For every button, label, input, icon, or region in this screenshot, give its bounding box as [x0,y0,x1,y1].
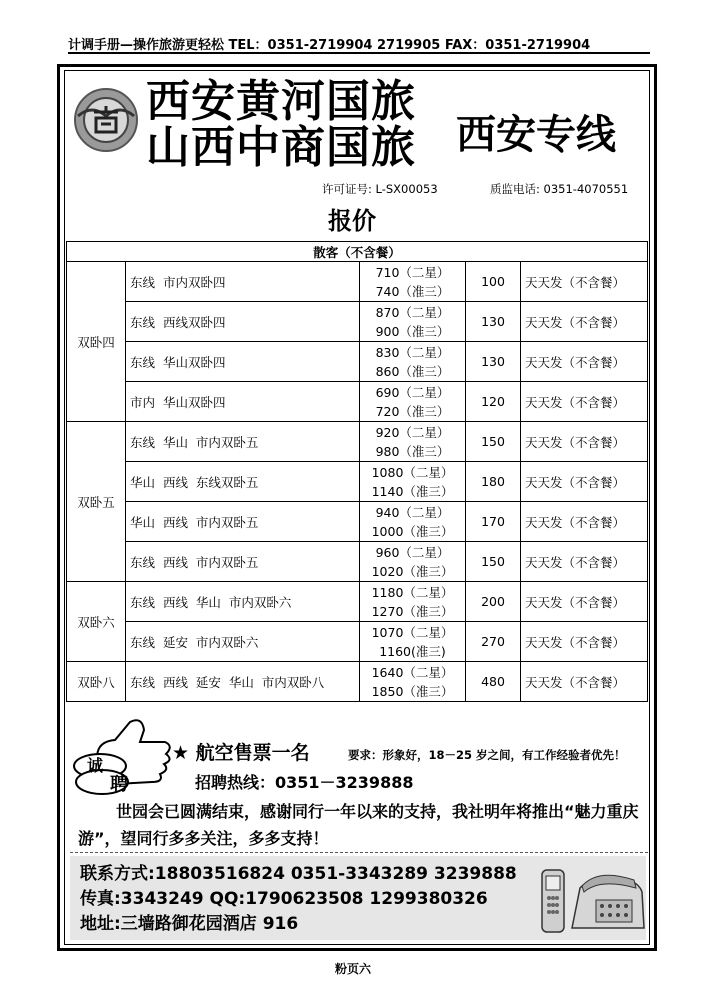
table-header: 散客（不含餐） [67,242,648,262]
price-cell [360,582,466,622]
table-row [67,462,648,502]
price-two-star: 710（二星） [375,264,450,280]
recruit-hotline: 招聘热线：0351－3239888 [195,773,414,792]
price-two-star: 1640（二星） [371,664,454,680]
supplement-cell: 100 [466,262,521,302]
special-line-title: 西安专线 [456,111,616,158]
price-semi-three-star: 1850（准三） [371,683,454,699]
page-label: 粉页六 [335,962,372,976]
route-cell: 东线 华山 市内双卧五 [126,422,360,462]
route-cell: 东线 市内双卧四 [126,262,360,302]
contact-divider [70,852,648,853]
quality-phone: 质监电话: 0351-4070551 [490,182,629,196]
table-row [67,302,648,342]
contact-address: 地址:三墙路御花园酒店 916 [80,914,299,934]
price-two-star: 920（二星） [375,424,450,440]
contact-phones: 联系方式:18803516824 0351-3343289 3239888 [80,864,517,884]
group-name-cell: 双卧五 [67,422,126,582]
price-two-star: 1070（二星） [371,624,454,640]
departure-cell: 天天发（不含餐） [521,502,648,542]
price-cell [360,342,466,382]
price-cell [360,262,466,302]
supplement-cell: 120 [466,382,521,422]
price-two-star: 870（二星） [375,304,450,320]
supplement-cell: 130 [466,342,521,382]
supplement-cell: 480 [466,662,521,702]
price-semi-three-star: 900（准三） [375,323,450,339]
departure-cell: 天天发（不含餐） [521,662,648,702]
table-row [67,622,648,662]
price-cell [360,662,466,702]
header-divider [68,52,650,54]
price-two-star: 1180（二星） [371,584,454,600]
route-cell: 东线 西线 华山 市内双卧六 [126,582,360,622]
group-name-cell: 双卧八 [67,662,126,702]
table-row [67,422,648,462]
airline-ticket-job: ★ 航空售票一名 [172,742,310,764]
company-logo-icon [72,86,140,154]
supplement-cell: 170 [466,502,521,542]
departure-cell: 天天发（不含餐） [521,542,648,582]
supplement-cell: 150 [466,422,521,462]
price-two-star: 830（二星） [375,344,450,360]
price-cell [360,542,466,582]
price-two-star: 690（二星） [375,384,450,400]
brand-name-1: 西安黄河国旅 [146,76,416,127]
contact-fax-qq: 传真:3343249 QQ:1790623508 1299380326 [80,889,488,909]
price-two-star: 1080（二星） [371,464,454,480]
group-name-cell: 双卧四 [67,262,126,422]
header-slogan: 计调手册—操作旅游更轻松 TEL：0351-2719904 2719905 FAX：0351-2719904 [68,38,591,53]
recruit-badge-icon [70,712,180,800]
departure-cell: 天天发（不含餐） [521,342,648,382]
brand-name-2: 山西中商国旅 [146,122,416,173]
table-row [67,582,648,622]
price-two-star: 960（二星） [375,544,450,560]
price-cell [360,302,466,342]
price-cell [360,502,466,542]
price-semi-three-star: 860（准三） [375,363,450,379]
route-cell: 东线 延安 市内双卧六 [126,622,360,662]
table-row [67,502,648,542]
license-number: 许可证号: L-SX00053 [322,182,438,196]
supplement-cell: 180 [466,462,521,502]
route-cell: 东线 华山双卧四 [126,342,360,382]
price-semi-three-star: 1270（准三） [371,603,454,619]
route-cell: 东线 西线 延安 华山 市内双卧八 [126,662,360,702]
price-semi-three-star: 740（准三） [375,283,450,299]
route-cell: 华山 西线 东线双卧五 [126,462,360,502]
table-row [67,382,648,422]
price-semi-three-star: 1020（准三） [371,563,454,579]
price-cell [360,382,466,422]
supplement-cell: 200 [466,582,521,622]
supplement-cell: 150 [466,542,521,582]
announcement-message: 世园会已圆满结束，感谢同行一年以来的支持，我社明年将推出“魅力重庆游”，望同行多多关注，多多支持！ [78,802,639,848]
price-semi-three-star: 1140（准三） [371,483,454,499]
departure-cell: 天天发（不含餐） [521,382,648,422]
route-cell: 东线 西线 市内双卧五 [126,542,360,582]
table-row [67,542,648,582]
table-row [67,662,648,702]
table-row [67,342,648,382]
departure-cell: 天天发（不含餐） [521,302,648,342]
departure-cell: 天天发（不含餐） [521,262,648,302]
supplement-cell: 130 [466,302,521,342]
departure-cell: 天天发（不含餐） [521,462,648,502]
route-cell: 东线 西线双卧四 [126,302,360,342]
telephone-icon [538,858,648,940]
table-row [67,262,648,302]
route-cell: 市内 华山双卧四 [126,382,360,422]
job-requirement: 要求：形象好，18－25 岁之间，有工作经验者优先！ [348,748,626,762]
price-semi-three-star: 1000（准三） [371,523,454,539]
price-cell [360,622,466,662]
badge-char-1: 诚 [87,756,104,775]
departure-cell: 天天发（不含餐） [521,622,648,662]
price-cell [360,422,466,462]
price-table [66,241,648,702]
supplement-cell: 270 [466,622,521,662]
price-semi-three-star: 1160(准三) [379,643,446,659]
departure-cell: 天天发（不含餐） [521,422,648,462]
price-cell [360,462,466,502]
badge-char-2: 聘 [110,774,128,795]
price-semi-three-star: 980（准三） [375,443,450,459]
departure-cell: 天天发（不含餐） [521,582,648,622]
quote-title: 报价 [328,207,376,235]
price-two-star: 940（二星） [375,504,450,520]
route-cell: 华山 西线 市内双卧五 [126,502,360,542]
price-semi-three-star: 720（准三） [375,403,450,419]
group-name-cell: 双卧六 [67,582,126,662]
